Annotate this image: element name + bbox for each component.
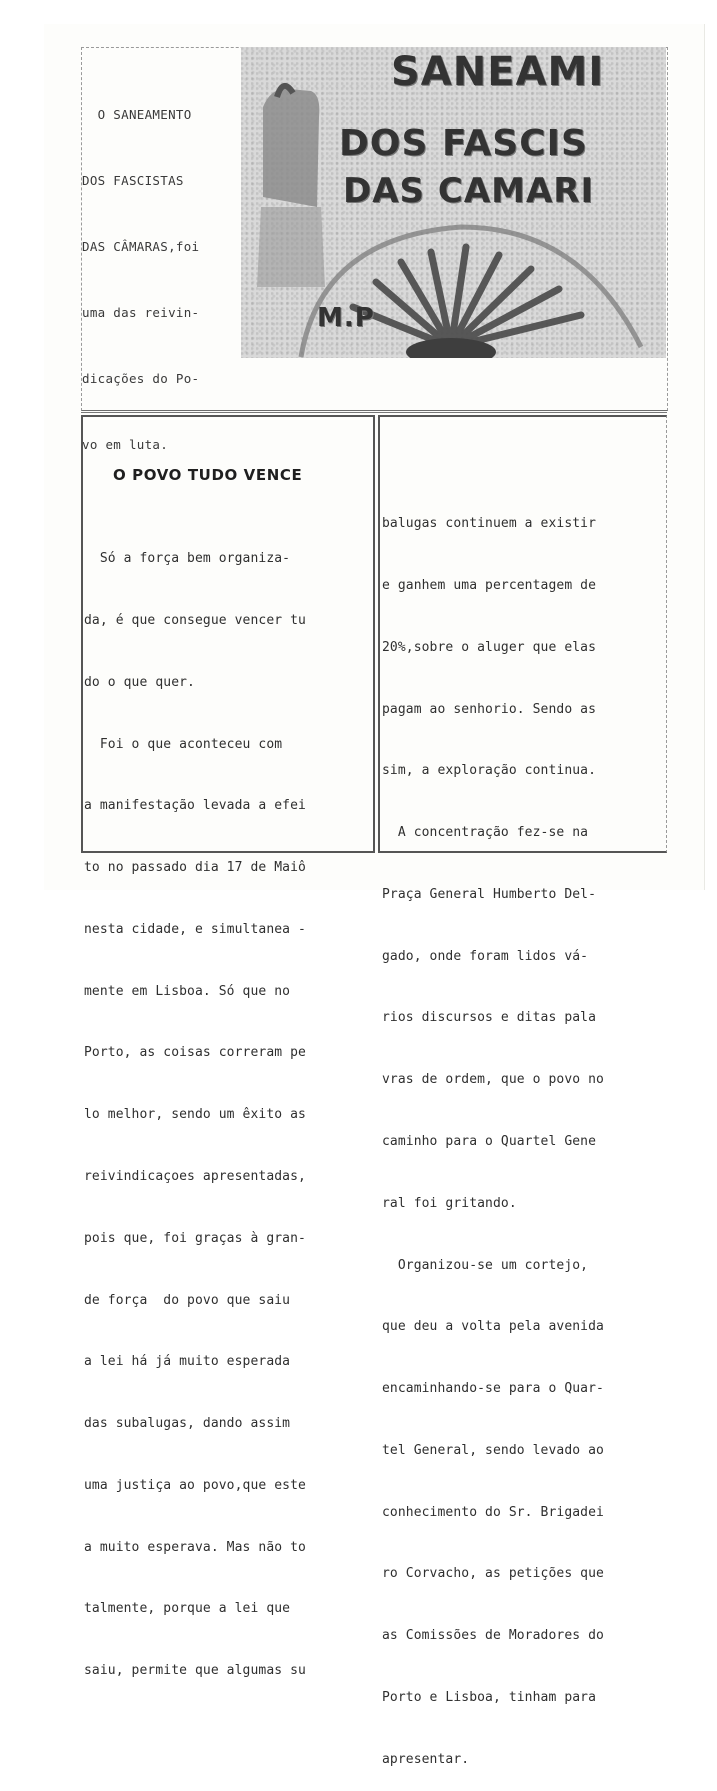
text-line: das subalugas, dando assim [84, 1416, 291, 1432]
text-line: sim, a exploração continua. [382, 763, 597, 779]
caption-line: DAS CÂMARAS,foi [82, 239, 200, 254]
article-headline: O POVO TUDO VENCE [113, 466, 303, 484]
caption-line: vo em luta. [82, 437, 169, 452]
text-line: ro Corvacho, as petições que [382, 1566, 604, 1582]
text-line: pagam ao senhorio. Sendo as [382, 701, 597, 717]
text-line: do o que quer. [84, 674, 195, 690]
stamp-text-line-3: DAS CAMARI [343, 171, 595, 211]
stamp-image [241, 47, 666, 358]
caption-line: uma das reivin- [82, 305, 200, 320]
text-line: A concentração fez-se na [382, 825, 589, 841]
text-line: que deu a volta pela avenida [382, 1319, 604, 1335]
text-line: apresentar. [382, 1751, 470, 1767]
text-line: rios discursos e ditas pala [382, 1010, 597, 1026]
text-line: Só a força bem organiza- [84, 551, 291, 567]
text-line: talmente, porque a lei que [84, 1601, 291, 1617]
text-line: 20%,sobre o aluger que elas [382, 639, 597, 655]
left-column-text [84, 508, 306, 1702]
text-line: a manifestação levada a efei [84, 798, 306, 814]
section-divider [81, 412, 667, 413]
stamp-mark: M.P [317, 303, 375, 333]
text-line: lo melhor, sendo um êxito as [84, 1107, 306, 1123]
right-column-text [382, 473, 604, 1791]
text-line: mente em Lisboa. Só que no [84, 983, 291, 999]
text-line: de força do povo que saiu [84, 1292, 291, 1308]
text-line: conhecimento do Sr. Brigadei [382, 1504, 604, 1520]
text-line: Porto e Lisboa, tinham para [382, 1690, 597, 1706]
text-line: da, é que consegue vencer tu [84, 612, 306, 628]
text-line: vras de ordem, que o povo no [382, 1072, 604, 1088]
text-line: ral foi gritando. [382, 1195, 517, 1211]
text-line: as Comissões de Moradores do [382, 1628, 604, 1644]
text-line: Porto, as coisas correram pe [84, 1045, 306, 1061]
text-line: caminho para o Quartel Gene [382, 1134, 597, 1149]
text-line: tel General, sendo levado ao [382, 1442, 604, 1458]
caption-line: O SANEAMENTO [82, 107, 192, 122]
caption-line: DOS FASCISTAS [82, 173, 184, 188]
text-line: e ganhem uma percentagem de [382, 577, 597, 593]
text-line: Foi o que aconteceu com [84, 736, 283, 752]
text-line: balugas continuem a existir [382, 516, 597, 532]
text-line: Praça General Humberto Del- [382, 886, 597, 902]
caption-line: dicações do Po- [82, 371, 200, 386]
stamp-text-line-2: DOS FASCIS [339, 123, 588, 164]
text-line: saiu, permite que algumas su [84, 1663, 306, 1679]
text-line: uma justiça ao povo,que este [84, 1477, 306, 1493]
text-line: gado, onde foram lidos vá- [382, 948, 589, 964]
text-line: to no passado dia 17 de Maiô [84, 860, 306, 876]
text-line: nesta cidade, e simultanea - [84, 921, 306, 937]
text-line: a muito esperava. Mas não to [84, 1539, 306, 1555]
text-line: Organizou-se um cortejo, [382, 1257, 589, 1273]
text-line: pois que, foi graças à gran- [84, 1230, 306, 1246]
text-line: reivindicaçoes apresentadas, [84, 1169, 306, 1184]
stamp-text-line-1: SANEAMI [391, 49, 605, 95]
text-line: a lei há já muito esperada [84, 1354, 291, 1370]
text-line: encaminhando-se para o Quar- [382, 1381, 604, 1397]
